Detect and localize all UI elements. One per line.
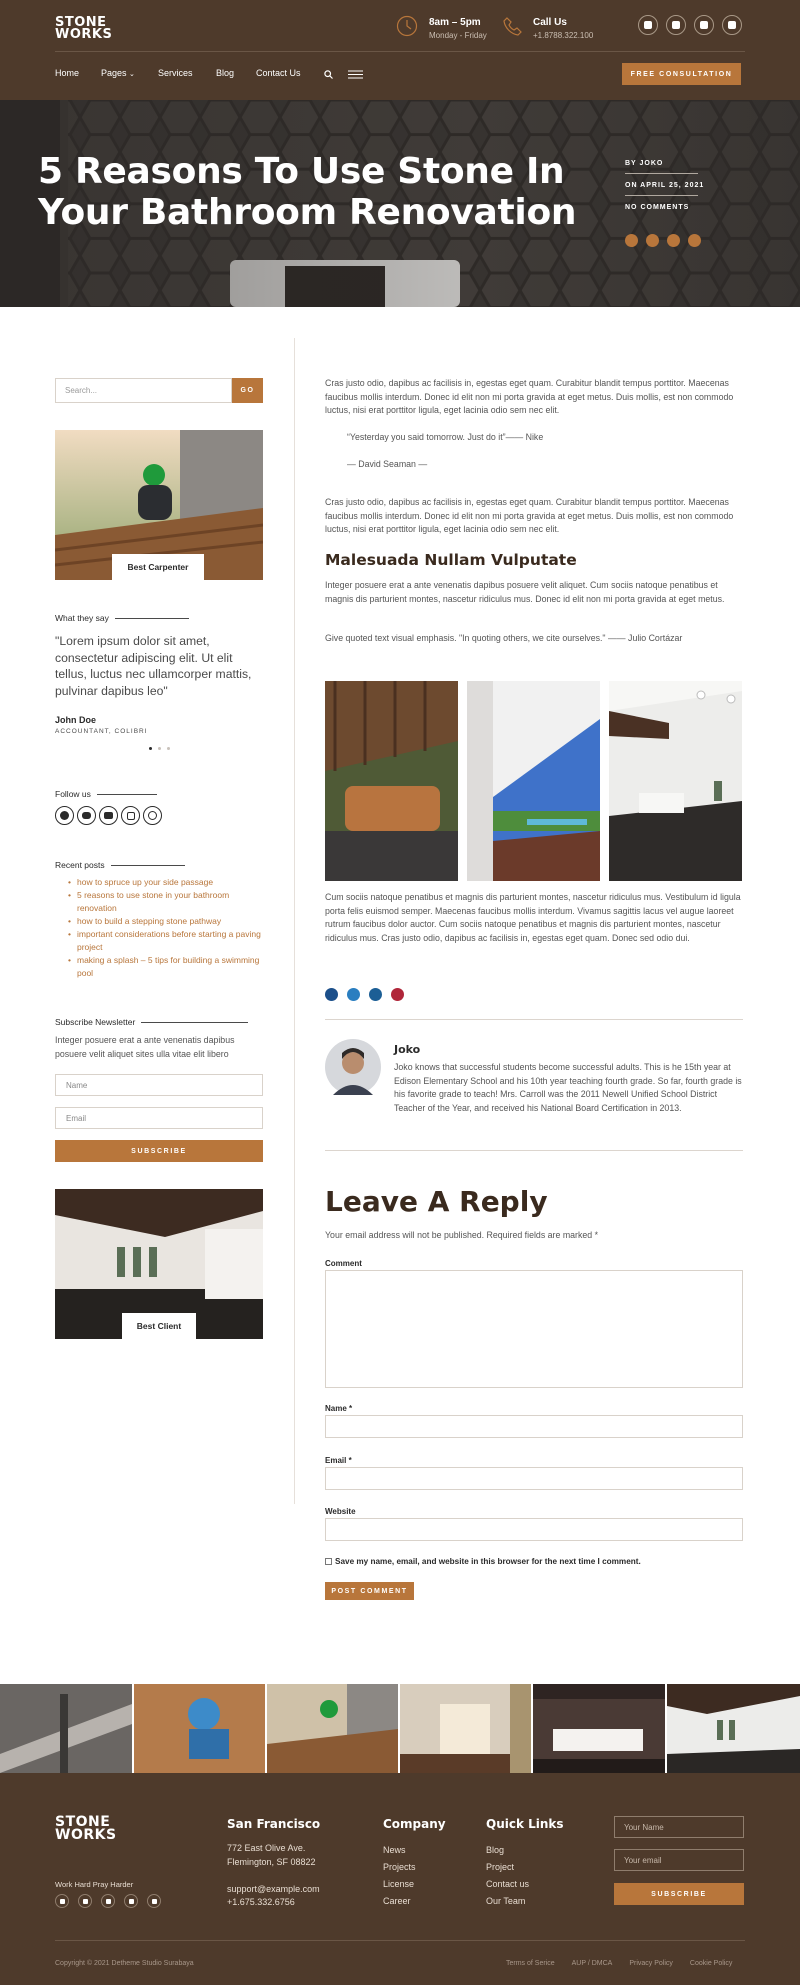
footer-contact [227, 1883, 320, 1909]
footer-city: San Francisco [227, 1817, 321, 1831]
testimonial-dots [149, 747, 263, 750]
footer-address [227, 1841, 316, 1869]
client-card-label: Best Client [122, 1313, 196, 1339]
footer-email[interactable]: support@example.com [227, 1884, 320, 1894]
call-number[interactable]: +1.8788.322.100 [533, 31, 594, 40]
client-card [55, 1189, 263, 1339]
gallery-image-living-room[interactable] [609, 681, 742, 881]
follow-icons [55, 806, 263, 825]
legal-link[interactable]: Privacy Policy [629, 1960, 673, 1967]
company-title: Company [383, 1817, 446, 1831]
pinterest-icon[interactable] [143, 806, 162, 825]
follow-widget [55, 789, 263, 825]
copyright: Copyright © 2021 Detheme Studio Surabaya [55, 1960, 194, 1967]
follow-title: Follow us [55, 789, 91, 799]
testimonial-heading [55, 613, 263, 623]
gallery-strip-image-kitchen[interactable] [533, 1684, 665, 1773]
logo-line2: WORKS [55, 27, 113, 42]
twitter-icon[interactable] [78, 1894, 92, 1908]
call-title: Call Us [533, 17, 567, 28]
header-divider [55, 51, 745, 52]
reply-note: Your email address will not be published. Required fields are marked * [325, 1230, 599, 1240]
footer-logo[interactable] [55, 1816, 117, 1842]
linkedin-icon[interactable] [369, 988, 382, 1001]
free-consultation-button[interactable]: FREE CONSULTATION [622, 63, 741, 85]
twitter-icon[interactable] [646, 234, 659, 247]
legal-links [506, 1960, 732, 1967]
facebook-icon[interactable] [55, 806, 74, 825]
nav-home[interactable]: Home [55, 68, 80, 78]
gallery-strip-image-carpenter[interactable] [267, 1684, 398, 1773]
nav-pages[interactable] [101, 68, 135, 78]
newsletter-text: Integer posuere erat a ante venenatis dapibus posuere velit aliquet sites ulla vitae elit libero [55, 1035, 235, 1059]
search-icon[interactable] [324, 70, 333, 79]
address-line1: 772 East Olive Ave. [227, 1843, 306, 1853]
gallery-strip-image-tools[interactable] [0, 1684, 132, 1773]
footer-name-input[interactable]: Your Name [614, 1816, 744, 1838]
carpenter-card-label: Best Carpenter [112, 554, 204, 580]
footer-link[interactable]: Our Team [486, 1896, 526, 1906]
follow-heading [55, 789, 263, 799]
article-subheading: Malesuada Nullam Vulputate [325, 551, 577, 569]
legal-link[interactable]: Terms of Serice [506, 1960, 555, 1967]
carousel-dot[interactable] [149, 747, 152, 750]
linkedin-icon[interactable] [722, 15, 742, 35]
footer-link[interactable]: Projects [383, 1862, 416, 1872]
footer-link[interactable]: News [383, 1845, 406, 1855]
footer-phone[interactable]: +1.675.332.6756 [227, 1897, 295, 1907]
article-p4: Give quoted text visual emphasis. "In quoting others, we cite ourselves." —— Julio Cortázar [325, 633, 683, 643]
footer-subscribe-button[interactable]: SUBSCRIBE [614, 1883, 744, 1905]
footer-link[interactable]: Career [383, 1896, 411, 1906]
logo-line1: STONE [55, 1814, 111, 1830]
post-title: 5 Reasons To Use Stone In Your Bathroom Renovation [38, 151, 577, 233]
quote-author: — David Seaman — [347, 459, 428, 469]
recent-post-link[interactable]: • how to spruce up your side passage [55, 876, 263, 889]
search-go-button[interactable]: GO [232, 378, 263, 403]
author-bio: Joko knows that successful students become successful adults. This is he 15th year at Edison Elementary School and his 10th year teaching fourth grade. So far, fourth grade is his favorite grade to teach! Mrs. Carroll was the 2011 Newell Unified School District Teacher of the Year, and received his National Board Certification in 2013. [394, 1062, 742, 1113]
instagram-icon[interactable] [124, 1894, 138, 1908]
nav-blog[interactable]: Blog [216, 68, 235, 78]
gallery-strip-image-worker[interactable] [134, 1684, 265, 1773]
save-info-label: Save my name, email, and website in this browser for the next time I comment. [335, 1557, 641, 1566]
pinterest-icon[interactable] [688, 234, 701, 247]
carousel-dot[interactable] [158, 747, 161, 750]
hours-title: 8am – 5pm [429, 17, 481, 28]
address-line2: Flemington, SF 08822 [227, 1857, 316, 1867]
footer-email-input[interactable]: Your email [614, 1849, 744, 1871]
youtube-icon[interactable] [99, 806, 118, 825]
search-widget [55, 378, 263, 403]
article-p3: Integer posuere erat a ante venenatis dapibus posuere velit aliquet. Cum sociis natoque penatibus et magnis dis parturient montes, nascetur ridiculus mus. Donec id elit non mi porta gravida at eget metus. [325, 580, 725, 604]
divider [325, 1019, 743, 1020]
clock-icon [396, 15, 418, 37]
post-author[interactable]: BY JOKO [625, 160, 664, 167]
gallery-strip-image-hallway[interactable] [400, 1684, 531, 1773]
site-header [0, 0, 800, 100]
reply-title: Leave A Reply [325, 1185, 548, 1218]
hours-sub: Monday - Friday [429, 31, 487, 40]
quick-links [486, 1842, 529, 1910]
article-p1: Cras justo odio, dapibus ac facilisis in, egestas eget quam. Curabitur blandit tempus porttitor. Maecenas faucibus mollis interdum. Donec id elit non mi porta gravida at eget metus. Duis mollis, est non commodo luctus, nisi erat porttitor ligula, eget lacinia odio sem nec elit. [325, 378, 734, 415]
title-rule [111, 865, 185, 866]
website-label: Website [325, 1507, 356, 1516]
hero-share [625, 234, 701, 247]
nav-contact[interactable]: Contact Us [256, 68, 301, 78]
phone-icon [502, 15, 524, 37]
article-p2: Cras justo odio, dapibus ac facilisis in, egestas eget quam. Curabitur blandit tempus porttitor. Maecenas faucibus mollis interdum. Donec id elit non mi porta gravida at eget metus. Duis mollis, est non commodo luctus, nisi erat porttitor ligula, eget lacinia odio sem nec elit. [325, 497, 734, 534]
testimonial-widget [55, 613, 263, 750]
twitter-icon[interactable] [666, 15, 686, 35]
article-p5: Cum sociis natoque penatibus et magnis dis parturient montes, nascetur ridiculus mus. Vestibulum id ligula porta felis euismod semper. Maecenas faucibus mollis interdum. Vivamus sagittis lacus vel augue laoreet rutrum faucibus dolor auctor. Cum sociis natoque penatibus et magnis dis parturient montes, nascetur ridiculus mus. Cras justo odio, dapibus ac facilisis in, egestas eget quam. Donec sed odio dui. [325, 892, 741, 943]
pinterest-icon[interactable] [391, 988, 404, 1001]
footer-link[interactable]: License [383, 1879, 415, 1889]
post-comment-button[interactable]: POST COMMENT [325, 1582, 414, 1600]
search-input[interactable]: Search... [55, 378, 232, 403]
title-rule [115, 618, 189, 619]
testimonial-role: ACCOUNTANT, COLIBRI [55, 728, 148, 735]
newsletter-subscribe-button[interactable]: SUBSCRIBE [55, 1140, 263, 1162]
youtube-icon[interactable] [694, 15, 714, 35]
testimonial-name: John Doe [55, 715, 97, 725]
newsletter-name-input[interactable]: Name [55, 1074, 263, 1096]
call-info [533, 17, 593, 40]
linkedin-icon[interactable] [667, 234, 680, 247]
save-info-row [325, 1557, 641, 1566]
comment-textarea[interactable] [325, 1270, 743, 1388]
gallery-image-sunroom[interactable] [325, 681, 458, 881]
header-social [638, 15, 742, 35]
footer-tagline: Work Hard Pray Harder [55, 1880, 134, 1889]
footer-link[interactable]: Project [486, 1862, 515, 1872]
hours-info [429, 17, 487, 40]
author-name[interactable]: Joko [394, 1043, 421, 1056]
chevron-down-icon: ⌄ [129, 71, 135, 78]
carpenter-card [55, 430, 263, 580]
newsletter-title: Subscribe Newsletter [55, 1017, 136, 1027]
quick-links-title: Quick Links [486, 1817, 564, 1831]
author-avatar [325, 1039, 381, 1095]
youtube-icon[interactable] [101, 1894, 115, 1908]
recent-posts-list [55, 876, 263, 980]
legal-link[interactable]: AUP / DMCA [571, 1960, 613, 1967]
footer-link[interactable]: Contact us [486, 1879, 530, 1889]
column-divider [294, 338, 295, 1504]
gallery-strip-image-room[interactable] [667, 1684, 800, 1773]
title-rule [141, 1022, 248, 1023]
post-comments[interactable]: NO COMMENTS [625, 204, 690, 211]
newsletter-heading [55, 1017, 263, 1027]
recent-post-link[interactable]: • 5 reasons to use stone in your bathroom renovation [55, 889, 263, 915]
nav-services[interactable]: Services [158, 68, 193, 78]
twitter-icon[interactable] [347, 988, 360, 1001]
testimonial-title: What they say [55, 613, 109, 623]
facebook-icon[interactable] [638, 15, 658, 35]
newsletter-email-input[interactable]: Email [55, 1107, 263, 1129]
footer-divider [55, 1940, 745, 1941]
email-input[interactable] [325, 1467, 743, 1490]
recent-post-link[interactable]: • important considerations before starting a paving project [55, 928, 263, 954]
meta-divider [625, 173, 698, 174]
name-label: Name * [325, 1404, 353, 1413]
comment-label: Comment [325, 1259, 362, 1268]
facebook-icon[interactable] [325, 988, 338, 1001]
instagram-icon[interactable] [121, 806, 140, 825]
hero-banner [0, 100, 800, 307]
nav-pages-label: Pages [101, 68, 127, 78]
recent-post-link[interactable]: • making a splash – 5 tips for building a swimming pool [55, 954, 263, 980]
article-blockquote: “Yesterday you said tomorrow. Just do it”—— Nike [347, 432, 544, 442]
recent-heading [55, 860, 263, 870]
recent-posts-widget [55, 860, 263, 980]
post-date: ON APRIL 25, 2021 [625, 182, 705, 189]
carousel-dot[interactable] [167, 747, 170, 750]
testimonial-quote: "Lorem ipsum dolor sit amet, consectetur adipiscing elit. Ut elit tellus, luctus nec ullamcorper mattis, pulvinar dapibus leo" [55, 634, 252, 698]
linkedin-icon[interactable] [147, 1894, 161, 1908]
gallery-image-terrace[interactable] [467, 681, 600, 881]
website-input[interactable] [325, 1518, 743, 1541]
email-label: Email * [325, 1456, 352, 1465]
divider [325, 1150, 743, 1151]
logo-line2: WORKS [55, 1827, 117, 1843]
facebook-icon[interactable] [625, 234, 638, 247]
footer-social [55, 1894, 161, 1908]
site-logo[interactable] [55, 17, 112, 41]
title-rule [97, 794, 157, 795]
menu-icon[interactable] [348, 70, 363, 79]
site-footer [0, 1773, 800, 1985]
recent-post-link[interactable]: • how to build a stepping stone pathway [55, 915, 263, 928]
recent-title: Recent posts [55, 860, 105, 870]
meta-divider [625, 195, 698, 196]
facebook-icon[interactable] [55, 1894, 69, 1908]
name-input[interactable] [325, 1415, 743, 1438]
newsletter-widget [55, 1017, 263, 1162]
twitter-icon[interactable] [77, 806, 96, 825]
company-links [383, 1842, 416, 1910]
logo-line1: STONE [55, 15, 107, 30]
legal-link[interactable]: Cookie Policy [689, 1960, 733, 1967]
footer-link[interactable]: Blog [486, 1845, 505, 1855]
save-info-checkbox[interactable] [325, 1558, 332, 1565]
